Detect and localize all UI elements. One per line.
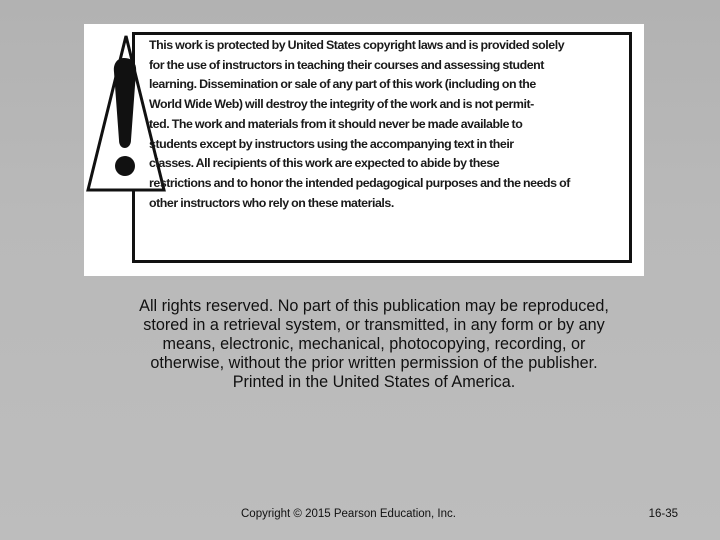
copyright-warning-text <box>149 36 619 213</box>
warning-line: World Wide Web) will destroy the integrity of the work and is not permit- <box>149 97 534 112</box>
copyright-warning-image <box>84 24 644 276</box>
rights-line: Printed in the United States of America. <box>232 373 516 391</box>
warning-line: classes. All recipients of this work are expected to abide by these <box>149 156 500 171</box>
warning-line: This work is protected by United States copyright laws and is provided solely <box>149 38 565 52</box>
warning-line: learning. Dissemination or sale of any part of this work (including on the <box>149 77 536 92</box>
rights-line: stored in a retrieval system, or transmitted, in any form or by any <box>143 316 605 334</box>
warning-line: restrictions and to honor the intended pedagogical purposes and the needs of <box>149 175 570 190</box>
rights-line: All rights reserved. No part of this publication may be reproduced, <box>139 297 609 315</box>
rights-line: means, electronic, mechanical, photocopying, recording, or <box>162 335 586 353</box>
warning-line: ted. The work and materials from it should never be made available to <box>149 116 523 131</box>
warning-line: students except by instructors using the accompanying text in their <box>149 136 514 151</box>
footer-copyright: Copyright © 2015 Pearson Education, Inc. <box>241 508 456 520</box>
rights-line: otherwise, without the prior written permission of the publisher. <box>150 354 598 372</box>
rights-reserved-text <box>40 297 708 392</box>
warning-line: other instructors who rely on these materials. <box>149 195 394 210</box>
page-number: 16-35 <box>648 508 678 520</box>
warning-line: for the use of instructors in teaching their courses and assessing student <box>149 57 544 72</box>
